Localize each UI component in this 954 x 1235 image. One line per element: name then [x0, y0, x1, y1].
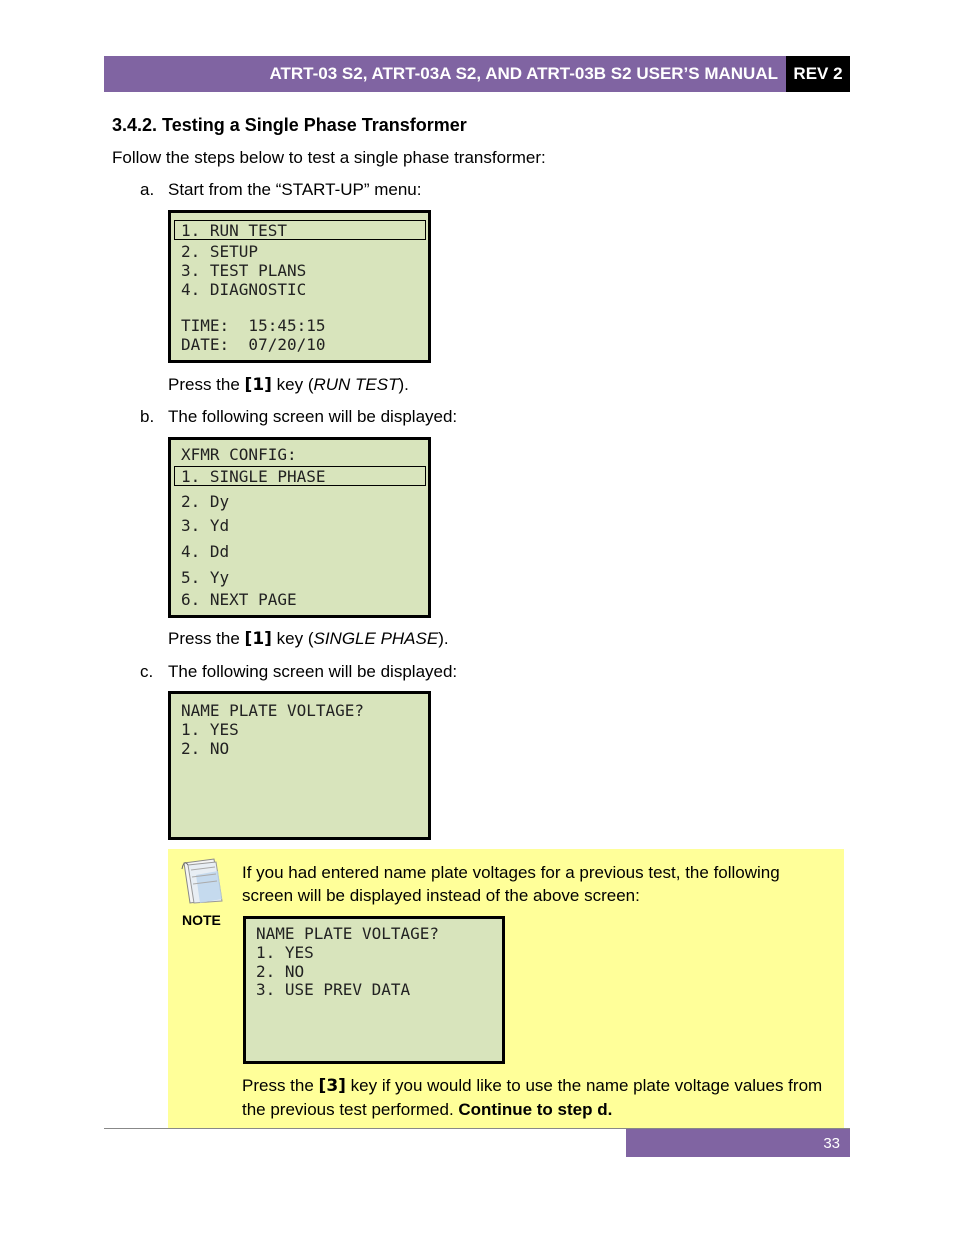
- section-title: 3.4.2. Testing a Single Phase Transformer: [112, 115, 467, 135]
- step-a-press: [168, 373, 409, 397]
- page-number: 33: [626, 1129, 850, 1157]
- press-mid: key (: [271, 375, 314, 394]
- lcd-line: 2. Dy: [181, 492, 230, 511]
- xfmr-config-screen: [168, 437, 431, 618]
- press-suffix: ).: [398, 375, 409, 394]
- step-c-text: The following screen will be displayed:: [168, 662, 458, 681]
- note-press-text: [242, 1074, 838, 1121]
- notepad-icon: [178, 855, 226, 905]
- lcd-line: 2. NO: [256, 962, 305, 981]
- startup-menu-screen: [168, 210, 431, 363]
- manual-title: ATRT-03 S2, ATRT-03A S2, AND ATRT-03B S2 USER’S MANUAL: [269, 64, 778, 83]
- key-name: RUN TEST: [313, 375, 399, 394]
- lcd-line: 3. USE PREV DATA: [256, 980, 411, 999]
- step-b-text: The following screen will be displayed:: [168, 407, 458, 426]
- press-prefix: Press the: [168, 375, 245, 394]
- step-a-label: a.: [140, 180, 155, 199]
- lcd-line: DATE: 07/20/10: [181, 335, 326, 354]
- key-label: [1]: [244, 375, 272, 395]
- continue-instruction: Continue to step d.: [458, 1100, 613, 1119]
- press-mid: key if you would like to use the name plate voltage values from the previous test performed.: [242, 1076, 823, 1119]
- step-b-press: [168, 627, 449, 651]
- key-name: SINGLE PHASE: [313, 629, 439, 648]
- lcd-line: 1. RUN TEST: [181, 221, 287, 240]
- lcd-line: 4. DIAGNOSTIC: [181, 280, 307, 299]
- lcd-line: 3. TEST PLANS: [181, 261, 307, 280]
- lcd-line: 2. NO: [181, 739, 230, 758]
- lcd-line: TIME: 15:45:15: [181, 316, 326, 335]
- step-b-label: b.: [140, 407, 155, 426]
- header-title-bar: [104, 56, 786, 92]
- lcd-line: NAME PLATE VOLTAGE?: [181, 701, 365, 720]
- step-c-label: c.: [140, 662, 154, 681]
- lcd-line: 2. SETUP: [181, 242, 259, 261]
- lcd-line: 1. YES: [181, 720, 239, 739]
- step-a-text: Start from the “START-UP” menu:: [168, 180, 422, 199]
- lcd-line: NAME PLATE VOLTAGE?: [256, 924, 440, 943]
- press-suffix: ).: [438, 629, 449, 648]
- press-mid: key (: [271, 629, 314, 648]
- note-text: If you had entered name plate voltages for a previous test, the following screen will be displayed instead of the above screen:: [242, 863, 780, 905]
- lcd-line: 1. YES: [256, 943, 314, 962]
- intro-text: Follow the steps below to test a single phase transformer:: [112, 148, 546, 167]
- revision-badge: REV 2: [786, 56, 850, 92]
- press-prefix: Press the: [242, 1076, 319, 1095]
- lcd-line: XFMR CONFIG:: [181, 445, 297, 464]
- key-label: [1]: [244, 629, 272, 649]
- name-plate-screen: [168, 691, 431, 840]
- lcd-line: 3. Yd: [181, 516, 230, 535]
- lcd-line: 5. Yy: [181, 568, 230, 587]
- press-prefix: Press the: [168, 629, 245, 648]
- lcd-line: 1. SINGLE PHASE: [181, 467, 326, 486]
- lcd-line: 4. Dd: [181, 542, 230, 561]
- name-plate-prev-screen: [243, 916, 505, 1064]
- note-label: NOTE: [182, 912, 221, 928]
- key-label: [3]: [318, 1076, 346, 1096]
- lcd-line: 6. NEXT PAGE: [181, 590, 297, 609]
